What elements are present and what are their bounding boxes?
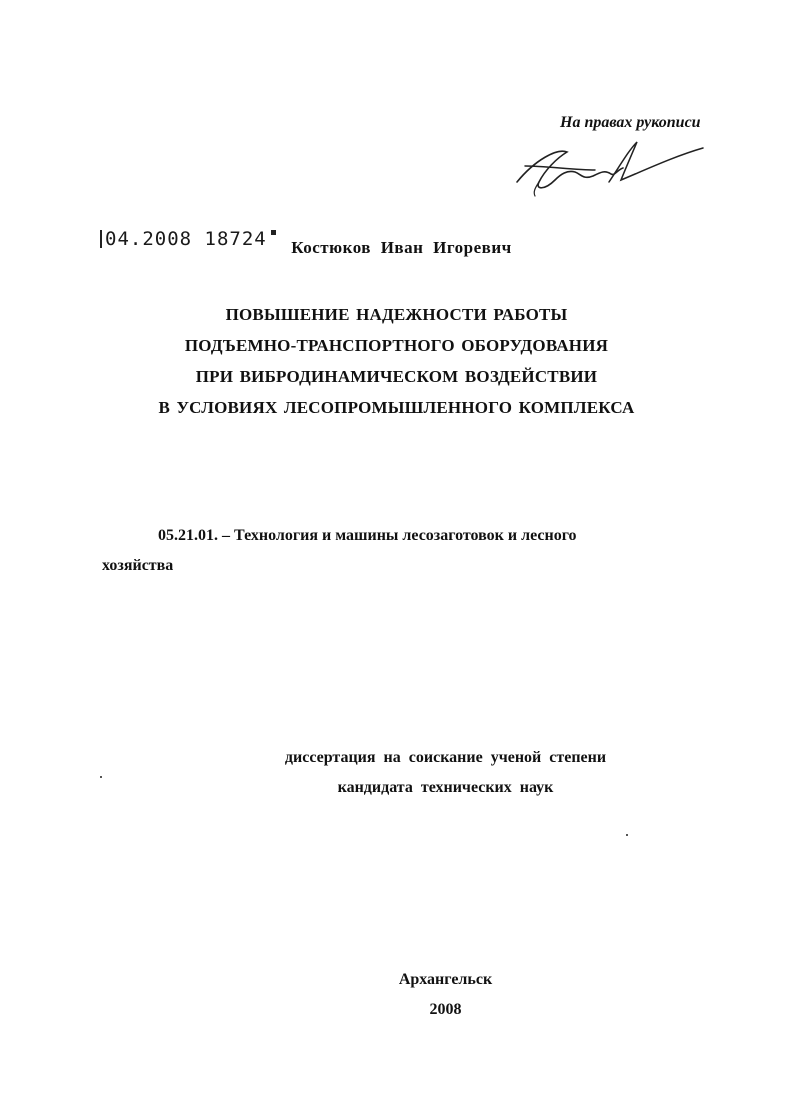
signature-image — [505, 130, 715, 200]
title-line: В УСЛОВИЯХ ЛЕСОПРОМЫШЛЕННОГО КОМПЛЕКСА — [158, 398, 635, 417]
specialty-line: 05.21.01. – Технология и машины лесозаготовок и лесного — [158, 527, 577, 544]
dissertation-title — [0, 299, 793, 423]
degree-line: кандидата технических наук — [337, 779, 554, 796]
specialty-code — [102, 521, 682, 581]
archive-stamp-number: 04.2008 18724 — [105, 228, 267, 250]
degree-statement — [0, 743, 793, 803]
specialty-line: хозяйства — [102, 557, 174, 574]
place-and-year — [0, 965, 793, 1025]
scan-speck — [100, 776, 102, 778]
scan-speck — [626, 834, 628, 836]
title-line: ПРИ ВИБРОДИНАМИЧЕСКОМ ВОЗДЕЙСТВИИ — [195, 367, 598, 386]
city: Архангельск — [398, 971, 493, 988]
author-name: Костюков Иван Игоревич — [291, 238, 512, 257]
rights-note: На правах рукописи — [560, 114, 701, 131]
degree-line: диссертация на соискание ученой степени — [284, 749, 607, 766]
year: 2008 — [429, 1001, 462, 1018]
title-line: ПОДЪЕМНО-ТРАНСПОРТНОГО ОБОРУДОВАНИЯ — [184, 336, 609, 355]
title-line: ПОВЫШЕНИЕ НАДЕЖНОСТИ РАБОТЫ — [225, 305, 568, 324]
